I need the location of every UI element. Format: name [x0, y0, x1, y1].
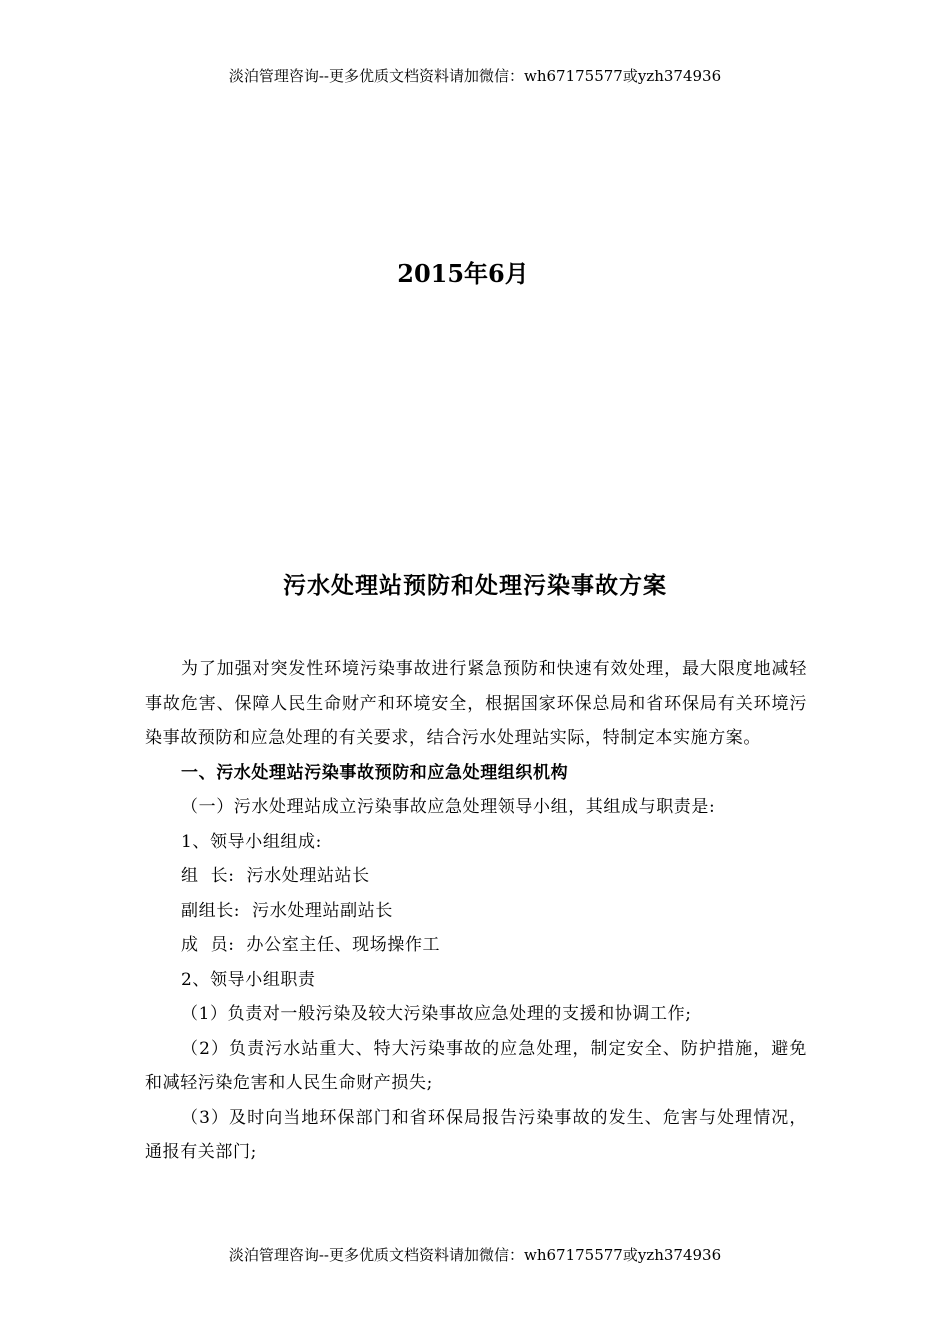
subsection-heading: （一）污水处理站成立污染事故应急处理领导小组，其组成与职责是:	[181, 797, 716, 817]
duty-item: （2）负责污水站重大、特大污染事故的应急处理，制定安全、防护措施，避免和减轻污染危害和人民生命财产损失;	[145, 1038, 807, 1093]
intro-paragraph: 为了加强对突发性环境污染事故进行紧急预防和快速有效处理，最大限度地减轻事故危害、保障人民生命财产和环境安全，根据国家环保总局和省环保局有关环境污染事故预防和应急处理的有关要求，结合污水处理站实际，特制定本实施方案。	[145, 659, 807, 748]
duty-item: （1）负责对一般污染及较大污染事故应急处理的支援和协调工作;	[181, 1004, 692, 1024]
duty-item: （3）及时向当地环保部门和省环保局报告污染事故的发生、危害与处理情况，通报有关部门;	[145, 1107, 807, 1162]
document-body	[145, 652, 807, 1170]
list-item-composition: 1、领导小组组成:	[181, 831, 322, 852]
list-item-duties: 2、领导小组职责	[181, 969, 316, 990]
deputy-line: 副组长: 污水处理站副站长	[181, 900, 393, 921]
members-line: 成 员: 办公室主任、现场操作工	[181, 935, 441, 955]
document-date: 2015年6月	[397, 259, 529, 288]
leader-line: 组 长: 污水处理站站长	[181, 866, 370, 886]
section-heading: 一、污水处理站污染事故预防和应急处理组织机构	[181, 762, 569, 783]
page-footer: 淡泊管理咨询--更多优质文档资料请加微信：wh67175577或yzh374936	[228, 1246, 722, 1264]
page-header: 淡泊管理咨询--更多优质文档资料请加微信：wh67175577或yzh374936	[228, 67, 722, 85]
document-title: 污水处理站预防和处理污染事故方案	[283, 572, 667, 599]
